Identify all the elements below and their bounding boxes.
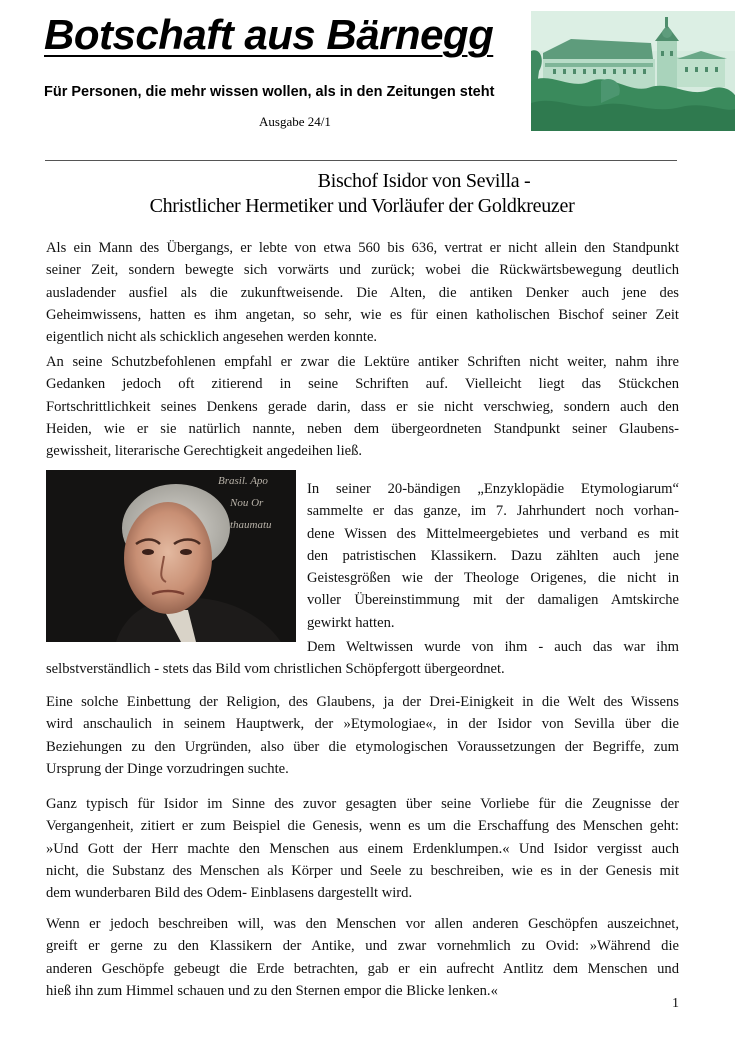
- text-line: Heiden, wie er sie natürlich nannte, neben dem übergeordneten Standpunkt seiner Glaubens-: [46, 420, 679, 437]
- text-line: Gedanken jedoch oft zitierend in seine Schriften auf. Vielleicht liegt das Stückchen: [46, 376, 679, 393]
- svg-text:Nou Or: Nou Or: [230, 497, 264, 509]
- text-line: Vergangenheit, zitiert er zum Beispiel die Genesis, wenn es um die Erschaffung des Menschen geht:: [46, 818, 679, 835]
- text-line: gewissheit, literarische Gerechtigkeit angedeihen ließ.: [46, 443, 363, 460]
- text-line: Beziehungen zu den Urgründen, also über die etymologischen Voraussetzungen der Begriffe, zum: [46, 738, 679, 755]
- text-line: wird anschaulich in seinem Hauptwerk, der »Etymologiae«, in der Isidor von Sevilla über die: [46, 716, 679, 733]
- isidor-portrait-image: [46, 470, 296, 642]
- masthead-title: Botschaft aus Bärnegg: [44, 11, 494, 58]
- text-line: seiner Zeit, sondern bewegte sich vorwärts und zurück; wobei die Rückwärtsbewegung deutlich: [46, 262, 679, 279]
- article-headline-line1: Bischof Isidor von Sevilla -: [317, 170, 531, 192]
- text-line: den patristischen Klassikern. Dazu zählten auch jene: [307, 547, 679, 564]
- text-line: dem wunderbaren Bild des Odem- Einblasens dargestellt wird.: [46, 885, 413, 902]
- paragraph-3: [307, 478, 679, 634]
- text-line: sammelte er das ganze, im 7. Jahrhundert noch vorhan-: [307, 503, 679, 520]
- paragraph-6: [46, 793, 679, 904]
- text-line: Geistesgrößen wie der Theologe Origenes, die nicht in: [307, 570, 679, 587]
- text-line: selbstverständlich - stets das Bild vom christlichen Schöpfergott übergeordnet.: [46, 661, 505, 678]
- text-line: anderen Geschöpfe gebeugt die Erde betrachten, gab er ein aufrecht Antlitz dem Menschen und: [46, 960, 679, 977]
- castle-illustration: [531, 11, 735, 131]
- text-line: »Und Gott der Herr machte den Menschen aus einem Erdenklumpen.« Und Isidor vergisst auch: [46, 840, 679, 857]
- text-line: Ursprung der Dinge vorzudringen suchte.: [46, 760, 289, 777]
- text-line: hieß ihn zum Himmel schauen und zu den Sternen empor die Blicke lenken.«: [46, 982, 498, 999]
- page-number: 1: [672, 996, 679, 1011]
- castle-image: [531, 11, 735, 131]
- text-line: ausladender ausfiel als die zukunftweisende. Die Alten, die antiken Denker auch jene des: [46, 284, 679, 301]
- text-line: nicht, die Substanz des Menschen als Körper und Seele zu beschreiben, wie es in der Genesis mit: [46, 862, 679, 879]
- svg-text:thaumatu: thaumatu: [230, 519, 272, 531]
- portrait-illustration: [46, 470, 296, 642]
- svg-text:Brasil. Apo: Brasil. Apo: [218, 475, 268, 487]
- paragraph-1: [46, 237, 679, 348]
- text-line: eigentlich nicht als schicklich angesehen werden konnte.: [46, 329, 378, 346]
- text-line: Geheimwissens, hatten es ihm angetan, so sehr, wie es für einen katholischen Bischof seiner Zeit: [46, 306, 679, 323]
- header-divider: [45, 160, 677, 161]
- paragraph-5: [46, 691, 679, 780]
- text-line: Wenn er jedoch beschreiben will, was den Menschen vor allen anderen Geschöpfen auszeichnet,: [46, 916, 679, 932]
- text-line: Als ein Mann des Übergangs, er lebte von etwa 560 bis 636, vertrat er nicht allein den Standpunkt: [46, 240, 679, 256]
- text-line: Dem Weltwissen wurde von ihm - auch das war ihm: [307, 639, 679, 655]
- text-line: Eine solche Einbettung der Religion, des Glaubens, ja der Drei-Einigkeit in die Welt des Wissens: [46, 694, 679, 710]
- text-line: greift er gerne zu den Klassikern der Antike, und zwar vornehmlich zu Ovid: »Während die: [46, 938, 679, 955]
- text-line: dene Wissen des Mittelmeergebietes und verband es mit: [307, 525, 679, 542]
- issue-number: Ausgabe 24/1: [259, 114, 331, 129]
- article-headline-line2: Christlicher Hermetiker und Vorläufer der Goldkreuzer: [149, 195, 575, 217]
- paragraph-4: [46, 636, 679, 681]
- text-line: Ganz typisch für Isidor im Sinne des zuvor gesagten über seine Vorliebe für die Zeugnisse der: [46, 796, 679, 812]
- text-line: An seine Schutzbefohlenen empfahl er zwar die Lektüre antiker Schriften nicht weiter, nahm ihre: [46, 354, 679, 370]
- text-line: gewirkt hatten.: [307, 614, 395, 631]
- paragraph-2: [46, 351, 679, 462]
- text-line: voller Übereinstimmung mit der damaligen Amtskirche: [307, 592, 679, 609]
- text-line: Fortschrittlichkeit seines Denkens gerade darin, dass er sie nicht verschwieg, sondern auch den: [46, 398, 679, 415]
- text-line: In seiner 20-bändigen „Enzyklopädie Etymologiarum“: [307, 481, 679, 497]
- masthead-subtitle: Für Personen, die mehr wissen wollen, als in den Zeitungen steht: [44, 84, 495, 100]
- paragraph-7: [46, 913, 679, 1002]
